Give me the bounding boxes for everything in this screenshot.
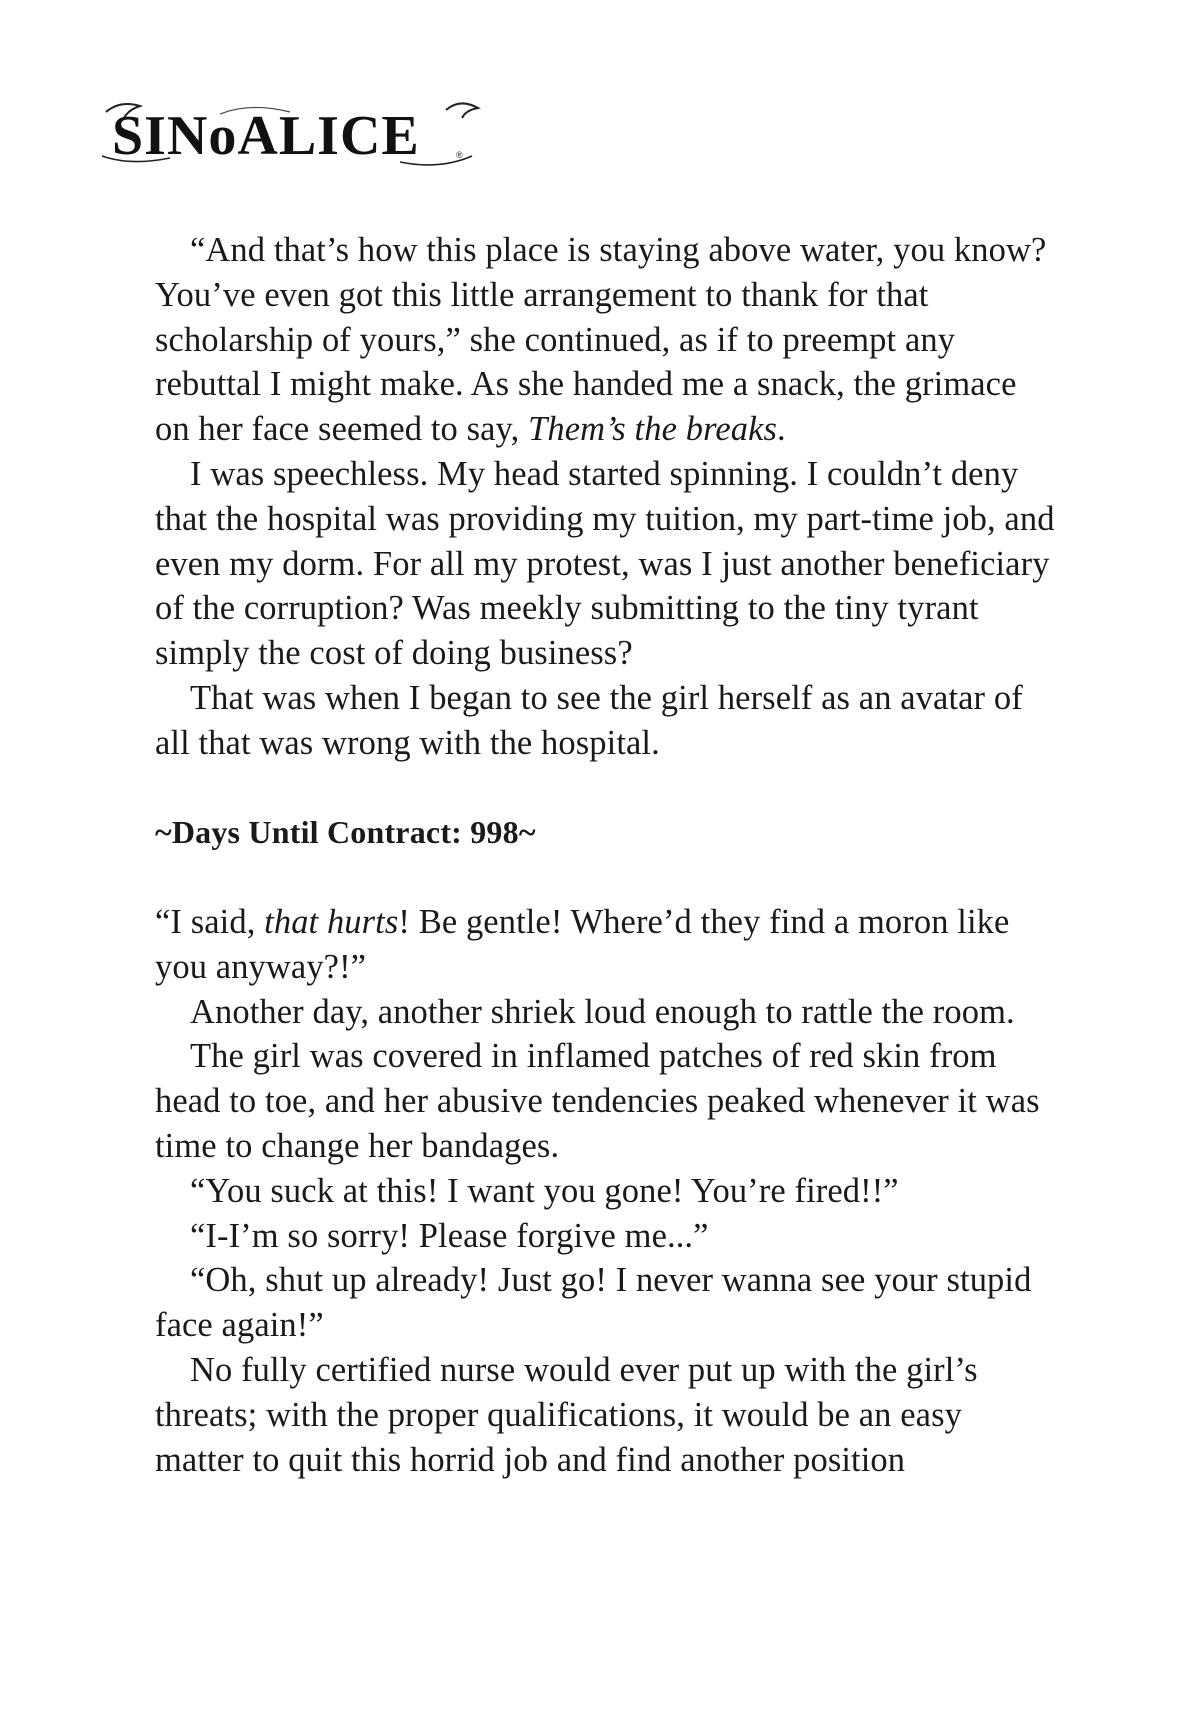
- text-run: “I-I’m so sorry! Please forgive me...”: [190, 1216, 709, 1255]
- text-run: “I said,: [155, 902, 265, 941]
- paragraph: [155, 990, 1055, 1035]
- text-run: The girl was covered in inflamed patches of red skin from head to toe, and her abusive tendencies peaked whenever it was time to change her bandages.: [155, 1037, 1040, 1165]
- text-run: “You suck at this! I want you gone! You’re fired!!”: [190, 1171, 899, 1210]
- blank-line: [155, 855, 1055, 900]
- registered-mark: ®: [456, 150, 463, 160]
- logo-mark: [100, 92, 520, 182]
- paragraph: [155, 900, 1055, 990]
- italic-text: Them’s the breaks: [528, 410, 778, 449]
- logo-text: SINoALICE: [112, 105, 420, 167]
- paragraph: [155, 452, 1055, 676]
- italic-text: that hurts: [264, 902, 399, 941]
- section-heading: [155, 810, 1055, 855]
- text-run: .: [777, 410, 786, 449]
- text-run: “And that’s how this place is staying above water, you know? You’ve even got this little arrangement to thank for that scholarship of yours,” she continued, as if to preempt any rebuttal I might make. As she handed me a snack, the grimace on her face seemed to say,: [155, 231, 1047, 449]
- sinoalice-logo: [100, 92, 520, 182]
- paragraph: [155, 1034, 1055, 1168]
- text-run: Another day, another shriek loud enough to rattle the room.: [190, 992, 1015, 1031]
- text-run: ~Days Until Contract: 998~: [155, 814, 536, 851]
- text-run: I was speechless. My head started spinning. I couldn’t deny that the hospital was providing my tuition, my part-time job, and even my dorm. For all my protest, was I just another beneficiary of the corruption? Was meekly submitting to the tiny tyrant simply the cost of doing business?: [155, 454, 1055, 673]
- text-run: “Oh, shut up already! Just go! I never wanna see your stupid face again!”: [155, 1261, 1032, 1345]
- paragraph: [155, 1169, 1055, 1214]
- blank-line: [155, 766, 1055, 811]
- text-run: No fully certified nurse would ever put up with the girl’s threats; with the proper qualifications, it would be an easy matter to quit this horrid job and find another position: [155, 1350, 978, 1479]
- paragraph: [155, 1214, 1055, 1259]
- page-body: [155, 228, 1055, 1482]
- text-run: ! Be gentle! Where’d they find a moron like you anyway?!”: [155, 902, 1010, 986]
- paragraph: [155, 228, 1055, 452]
- paragraph: [155, 1258, 1055, 1348]
- text-run: That was when I began to see the girl herself as an avatar of all that was wrong with the hospital.: [155, 678, 1023, 762]
- paragraph: [155, 676, 1055, 766]
- paragraph: [155, 1348, 1055, 1482]
